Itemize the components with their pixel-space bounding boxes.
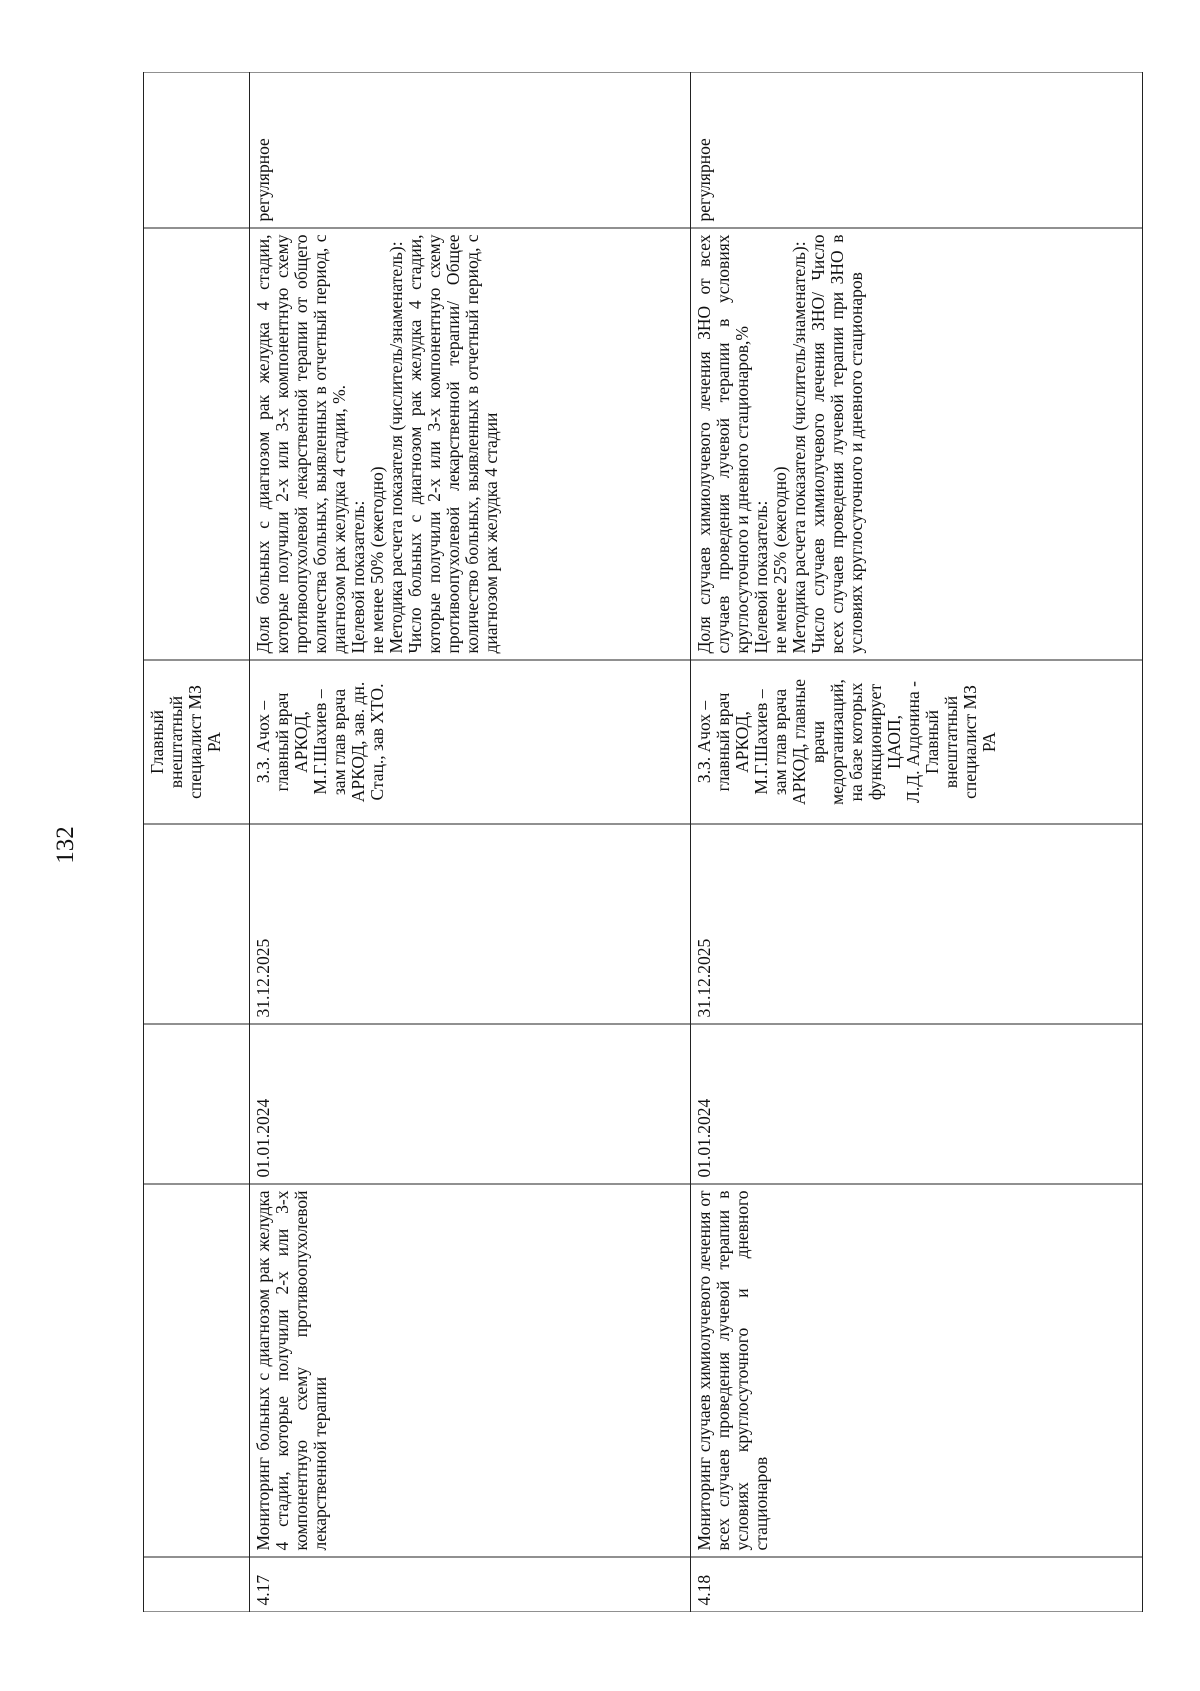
responsible-cell — [691, 660, 1143, 824]
table-row — [249, 72, 691, 1612]
text-line: Главный — [922, 709, 943, 775]
responsible-cell — [144, 660, 250, 824]
text-line: главный врач — [271, 692, 292, 792]
cell-empty — [144, 824, 250, 1024]
cell-empty — [144, 228, 250, 660]
text-line: Л.Д. Алдонина - — [903, 680, 924, 804]
start-date: 01.01.2024 — [691, 1024, 1143, 1184]
cell-empty — [144, 72, 250, 228]
text-line: АРКОД, зав. дн. — [347, 681, 368, 803]
indicator-text: Число случаев химиолучевого лечения ЗНО/ Число всех случаев проведения лучевой терапии при ЗНО в условиях круглосуточного и дневного стационаров — [808, 234, 867, 654]
measure-name: Мониторинг больных с диагнозом рак желудка 4 стадии, которые получили 2-х или 3-х компонентную схему противоопухолевой лекарственной терапии — [249, 1184, 691, 1557]
text-line: Главный — [147, 709, 167, 775]
monitoring-type: регулярное — [691, 72, 1143, 228]
table-row — [691, 72, 1143, 1612]
text-line: З.З. Ачох – — [694, 700, 715, 784]
page-number: 132 — [52, 826, 79, 864]
text-line: на базе которых — [846, 682, 867, 802]
text-line: внештатный — [941, 695, 962, 789]
text-line: врачи — [808, 720, 829, 764]
start-date: 01.01.2024 — [249, 1024, 691, 1184]
text-line: главный врач — [713, 692, 734, 792]
row-number: 4.18 — [691, 1557, 1143, 1612]
cell-empty — [144, 1557, 250, 1612]
text-line: внештатный — [166, 695, 186, 789]
text-line: ЦАОП, — [884, 714, 905, 770]
text-line: РА — [204, 731, 224, 753]
indicator-text: не менее 25% (ежегодно) — [770, 466, 791, 654]
indicator-text: Методика расчета показателя (числитель/знаменатель): — [385, 241, 406, 654]
indicator-text: Число больных с диагнозом рак желудка 4 стадии, которые получили 2-х или 3-х компонентную схему противоопухолевой лекарственной терапии/ Общее количество больных, выявленных в отчетный период, с диагнозом рак желудка 4 стадии — [404, 234, 501, 654]
end-date: 31.12.2025 — [249, 824, 691, 1024]
text-line: АРКОД, — [290, 711, 311, 773]
monitoring-type: регулярное — [249, 72, 691, 228]
text-line: Стац., зав ХТО. — [366, 683, 387, 801]
text-line: функционирует — [865, 683, 886, 801]
text-line: З.З. Ачох – — [252, 700, 273, 784]
table-header-row — [144, 72, 250, 1612]
indicator-cell — [691, 228, 1143, 660]
text-line: М.Г.Шахиев – — [751, 689, 772, 795]
cell-empty — [144, 1024, 250, 1184]
text-line: М.Г.Шахиев – — [309, 689, 330, 795]
indicator-text: Целевой показатель: — [347, 500, 368, 654]
indicator-text: Доля случаев химиолучевого лечения ЗНО от всех случаев проведения лучевой терапии в условиях круглосуточного и дневного стационаров,% — [694, 234, 753, 654]
indicator-text: Доля больных с диагнозом рак желудка 4 стадии, которые получили 2-х или 3-х компонентную схему противоопухолевой лекарственной терапии от общего количества больных, выявленных в отчетный период, с диагнозом рак желудка 4 стадии, %. — [252, 234, 349, 654]
end-date: 31.12.2025 — [691, 824, 1143, 1024]
indicator-cell — [249, 228, 691, 660]
text-line: специалист МЗ — [185, 685, 205, 799]
row-number: 4.17 — [249, 1557, 691, 1612]
measures-table — [143, 72, 1143, 1612]
text-line: РА — [979, 731, 1000, 753]
text-line: АРКОД, — [732, 711, 753, 773]
indicator-text: Целевой показатель: — [751, 500, 772, 654]
indicator-text: Методика расчета показателя (числитель/знаменатель): — [789, 241, 810, 654]
cell-empty — [144, 1184, 250, 1557]
responsible-cell — [249, 660, 691, 824]
measure-name: Мониторинг случаев химиолучевого лечения от всех случаев проведения лучевой терапии в условиях круглосуточного и дневного стационаров — [691, 1184, 1143, 1557]
text-line: зам глав врача — [328, 688, 349, 796]
text-line: АРКОД, главные — [789, 679, 810, 806]
indicator-text: не менее 50% (ежегодно) — [366, 466, 387, 654]
text-line: медорганизаций, — [827, 679, 848, 805]
text-line: зам глав врача — [770, 688, 791, 796]
rotated-table-container — [143, 72, 1143, 1612]
text-line: специалист МЗ — [960, 685, 981, 799]
